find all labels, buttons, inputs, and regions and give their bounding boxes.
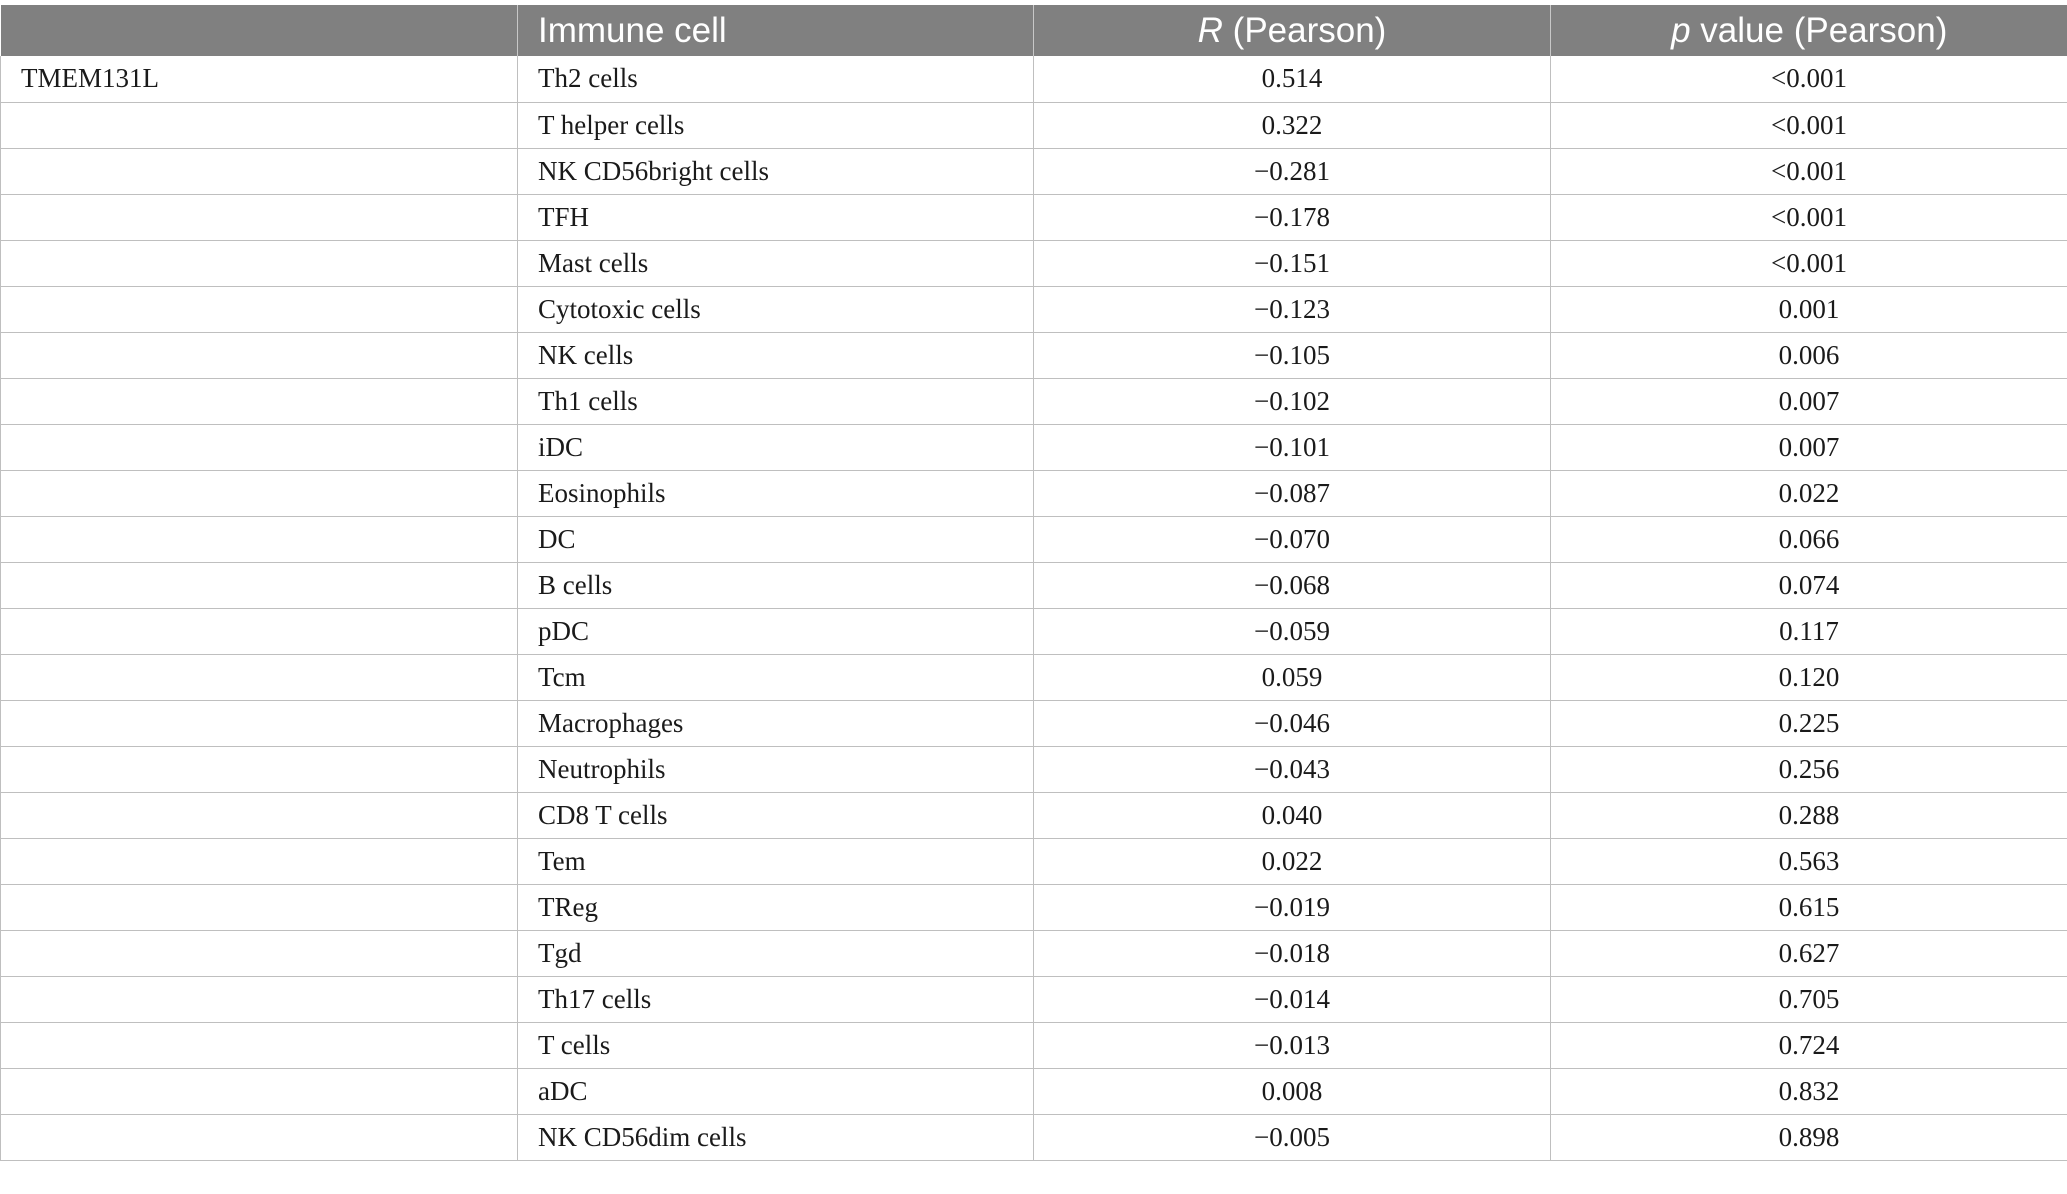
table-row: [1, 470, 2067, 516]
r-value-cell: −0.123: [1034, 286, 1551, 332]
r-value-cell: 0.040: [1034, 792, 1551, 838]
r-value-cell: −0.018: [1034, 930, 1551, 976]
immune-cell-name: TFH: [518, 194, 1034, 240]
immune-cell-name: Th17 cells: [518, 976, 1034, 1022]
gene-cell: [1, 286, 518, 332]
immune-cell-name: T cells: [518, 1022, 1034, 1068]
p-value-cell: 0.007: [1551, 424, 2067, 470]
p-value-cell: 0.832: [1551, 1068, 2067, 1114]
header-p-label: value (Pearson): [1690, 10, 1948, 50]
r-value-cell: −0.046: [1034, 700, 1551, 746]
p-value-cell: 0.066: [1551, 516, 2067, 562]
gene-cell: [1, 516, 518, 562]
r-value-cell: −0.105: [1034, 332, 1551, 378]
header-p-value: [1551, 5, 2067, 56]
gene-cell: [1, 562, 518, 608]
table-row: [1, 240, 2067, 286]
immune-cell-name: B cells: [518, 562, 1034, 608]
gene-cell: [1, 792, 518, 838]
r-value-cell: −0.087: [1034, 470, 1551, 516]
gene-cell: [1, 332, 518, 378]
r-value-cell: −0.013: [1034, 1022, 1551, 1068]
gene-cell: [1, 838, 518, 884]
p-value-cell: 0.117: [1551, 608, 2067, 654]
immune-cell-name: Tcm: [518, 654, 1034, 700]
p-value-cell: 0.074: [1551, 562, 2067, 608]
gene-cell: [1, 424, 518, 470]
table-row: [1, 608, 2067, 654]
p-value-cell: <0.001: [1551, 148, 2067, 194]
immune-cell-name: Neutrophils: [518, 746, 1034, 792]
p-value-cell: 0.705: [1551, 976, 2067, 1022]
gene-cell: [1, 746, 518, 792]
gene-cell: [1, 654, 518, 700]
table-body: [1, 56, 2067, 1160]
immune-cell-name: NK cells: [518, 332, 1034, 378]
header-p-symbol: p: [1671, 10, 1691, 50]
correlation-table: [0, 5, 2067, 1161]
p-value-cell: 0.256: [1551, 746, 2067, 792]
immune-cell-name: Tgd: [518, 930, 1034, 976]
immune-cell-name: iDC: [518, 424, 1034, 470]
p-value-cell: <0.001: [1551, 240, 2067, 286]
r-value-cell: 0.322: [1034, 102, 1551, 148]
gene-cell: [1, 1022, 518, 1068]
immune-cell-name: Cytotoxic cells: [518, 286, 1034, 332]
gene-cell: [1, 378, 518, 424]
p-value-cell: <0.001: [1551, 56, 2067, 102]
table-row: [1, 930, 2067, 976]
immune-cell-name: CD8 T cells: [518, 792, 1034, 838]
table-row: [1, 332, 2067, 378]
r-value-cell: −0.151: [1034, 240, 1551, 286]
immune-cell-name: Mast cells: [518, 240, 1034, 286]
r-value-cell: −0.014: [1034, 976, 1551, 1022]
table-row: [1, 562, 2067, 608]
immune-cell-name: Th1 cells: [518, 378, 1034, 424]
immune-cell-name: Eosinophils: [518, 470, 1034, 516]
gene-cell: [1, 148, 518, 194]
r-value-cell: 0.022: [1034, 838, 1551, 884]
immune-cell-name: Macrophages: [518, 700, 1034, 746]
table-row: [1, 792, 2067, 838]
gene-cell: [1, 1068, 518, 1114]
table-row: [1, 654, 2067, 700]
p-value-cell: 0.001: [1551, 286, 2067, 332]
header-row: [1, 5, 2067, 56]
table-row: [1, 976, 2067, 1022]
p-value-cell: 0.627: [1551, 930, 2067, 976]
table-row: [1, 286, 2067, 332]
gene-cell: TMEM131L: [1, 56, 518, 102]
table-row: [1, 884, 2067, 930]
p-value-cell: 0.120: [1551, 654, 2067, 700]
p-value-cell: 0.288: [1551, 792, 2067, 838]
p-value-cell: <0.001: [1551, 102, 2067, 148]
immune-cell-name: NK CD56bright cells: [518, 148, 1034, 194]
table-header: [1, 5, 2067, 56]
table-row: [1, 102, 2067, 148]
r-value-cell: −0.281: [1034, 148, 1551, 194]
table-row: [1, 424, 2067, 470]
r-value-cell: −0.068: [1034, 562, 1551, 608]
r-value-cell: −0.102: [1034, 378, 1551, 424]
immune-cell-name: NK CD56dim cells: [518, 1114, 1034, 1160]
header-immune-cell: Immune cell: [518, 5, 1034, 56]
gene-cell: [1, 884, 518, 930]
gene-cell: [1, 194, 518, 240]
immune-cell-name: Th2 cells: [518, 56, 1034, 102]
gene-cell: [1, 240, 518, 286]
table-row: [1, 56, 2067, 102]
r-value-cell: −0.059: [1034, 608, 1551, 654]
table-row: [1, 1022, 2067, 1068]
gene-cell: [1, 976, 518, 1022]
table-row: [1, 378, 2067, 424]
header-r-label: (Pearson): [1222, 10, 1387, 50]
p-value-cell: 0.563: [1551, 838, 2067, 884]
gene-cell: [1, 608, 518, 654]
r-value-cell: −0.043: [1034, 746, 1551, 792]
table-row: [1, 516, 2067, 562]
immune-cell-name: aDC: [518, 1068, 1034, 1114]
p-value-cell: 0.898: [1551, 1114, 2067, 1160]
r-value-cell: −0.005: [1034, 1114, 1551, 1160]
immune-cell-name: Tem: [518, 838, 1034, 884]
table-row: [1, 1114, 2067, 1160]
p-value-cell: 0.022: [1551, 470, 2067, 516]
r-value-cell: −0.178: [1034, 194, 1551, 240]
p-value-cell: <0.001: [1551, 194, 2067, 240]
header-r-symbol: R: [1197, 10, 1223, 50]
p-value-cell: 0.615: [1551, 884, 2067, 930]
gene-cell: [1, 930, 518, 976]
immune-cell-name: DC: [518, 516, 1034, 562]
r-value-cell: −0.101: [1034, 424, 1551, 470]
gene-cell: [1, 470, 518, 516]
table-row: [1, 194, 2067, 240]
gene-cell: [1, 1114, 518, 1160]
p-value-cell: 0.007: [1551, 378, 2067, 424]
table-row: [1, 700, 2067, 746]
r-value-cell: 0.059: [1034, 654, 1551, 700]
immune-cell-name: TReg: [518, 884, 1034, 930]
table-row: [1, 148, 2067, 194]
table-row: [1, 838, 2067, 884]
immune-cell-name: pDC: [518, 608, 1034, 654]
gene-cell: [1, 700, 518, 746]
immune-cell-name: T helper cells: [518, 102, 1034, 148]
p-value-cell: 0.225: [1551, 700, 2067, 746]
header-r-pearson: [1034, 5, 1551, 56]
r-value-cell: 0.008: [1034, 1068, 1551, 1114]
p-value-cell: 0.724: [1551, 1022, 2067, 1068]
gene-cell: [1, 102, 518, 148]
r-value-cell: −0.019: [1034, 884, 1551, 930]
r-value-cell: 0.514: [1034, 56, 1551, 102]
table-row: [1, 1068, 2067, 1114]
r-value-cell: −0.070: [1034, 516, 1551, 562]
p-value-cell: 0.006: [1551, 332, 2067, 378]
table-row: [1, 746, 2067, 792]
header-gene: [1, 5, 518, 56]
